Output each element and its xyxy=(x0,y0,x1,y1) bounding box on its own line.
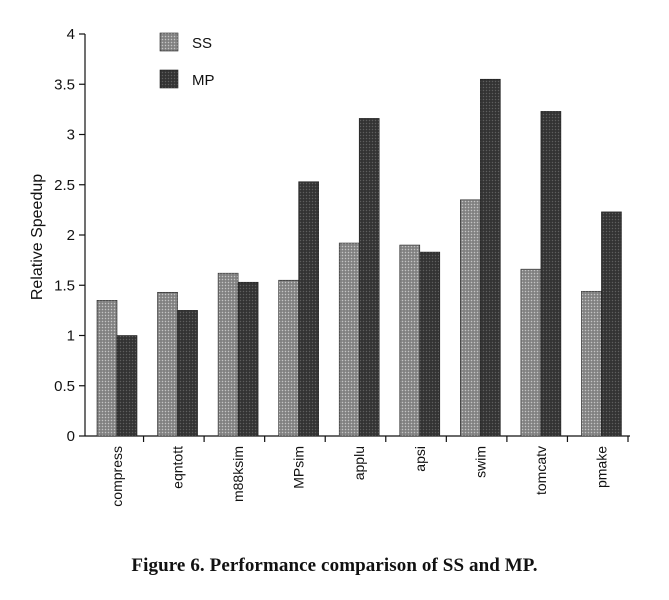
y-tick-label: 3 xyxy=(66,126,75,144)
y-tick-label: 3.5 xyxy=(54,76,75,94)
x-tick-label-tomcatv: tomcatv xyxy=(532,446,549,496)
bar-ss-compress xyxy=(97,300,117,436)
legend-swatch-mp xyxy=(160,70,178,88)
y-tick-label: 4 xyxy=(66,26,75,43)
bar-ss-tomcatv xyxy=(521,269,541,436)
bar-mp-tomcatv xyxy=(541,111,561,436)
y-tick-label: 0.5 xyxy=(54,377,75,395)
x-tick-label-mpsim: MPsim xyxy=(290,446,307,489)
x-tick-label-compress: compress xyxy=(109,446,125,507)
x-tick-label-eqntott: eqntott xyxy=(169,446,186,489)
y-axis-label: Relative Speedup xyxy=(29,173,46,301)
bar-mp-applu xyxy=(359,118,379,436)
x-tick-label-apsi: apsi xyxy=(411,446,428,472)
bar-ss-mpsim xyxy=(279,280,299,436)
legend-label-mp: MP xyxy=(192,72,215,89)
bar-mp-compress xyxy=(117,336,137,437)
bar-ss-eqntott xyxy=(158,292,178,436)
y-tick-label: 1 xyxy=(66,327,75,345)
bar-mp-apsi xyxy=(420,252,440,436)
figure-caption: Figure 6. Performance comparison of SS and MP. xyxy=(131,555,538,576)
bar-mp-eqntott xyxy=(178,310,198,436)
bar-ss-apsi xyxy=(400,245,420,436)
y-tick-label: 1.5 xyxy=(54,277,75,295)
y-tick-label: 2.5 xyxy=(54,176,75,194)
x-tick-label-swim: swim xyxy=(472,446,489,478)
x-tick-label-applu: applu xyxy=(351,446,368,481)
x-tick-label-pmake: pmake xyxy=(593,446,610,489)
bar-ss-m88ksim xyxy=(218,273,238,436)
y-tick-label: 2 xyxy=(66,227,75,244)
x-tick-label-m88ksim: m88ksim xyxy=(230,446,247,503)
bar-mp-m88ksim xyxy=(238,282,258,436)
legend xyxy=(160,33,215,89)
bar-ss-pmake xyxy=(581,291,601,436)
y-tick-label: 0 xyxy=(66,428,75,445)
bar-mp-swim xyxy=(480,79,500,436)
bar-ss-applu xyxy=(339,243,359,436)
legend-swatch-ss xyxy=(160,33,178,51)
bar-ss-swim xyxy=(460,200,480,436)
bar-mp-pmake xyxy=(601,212,621,436)
bars xyxy=(97,79,621,436)
legend-label-ss: SS xyxy=(192,35,213,52)
bar-mp-mpsim xyxy=(299,182,319,436)
